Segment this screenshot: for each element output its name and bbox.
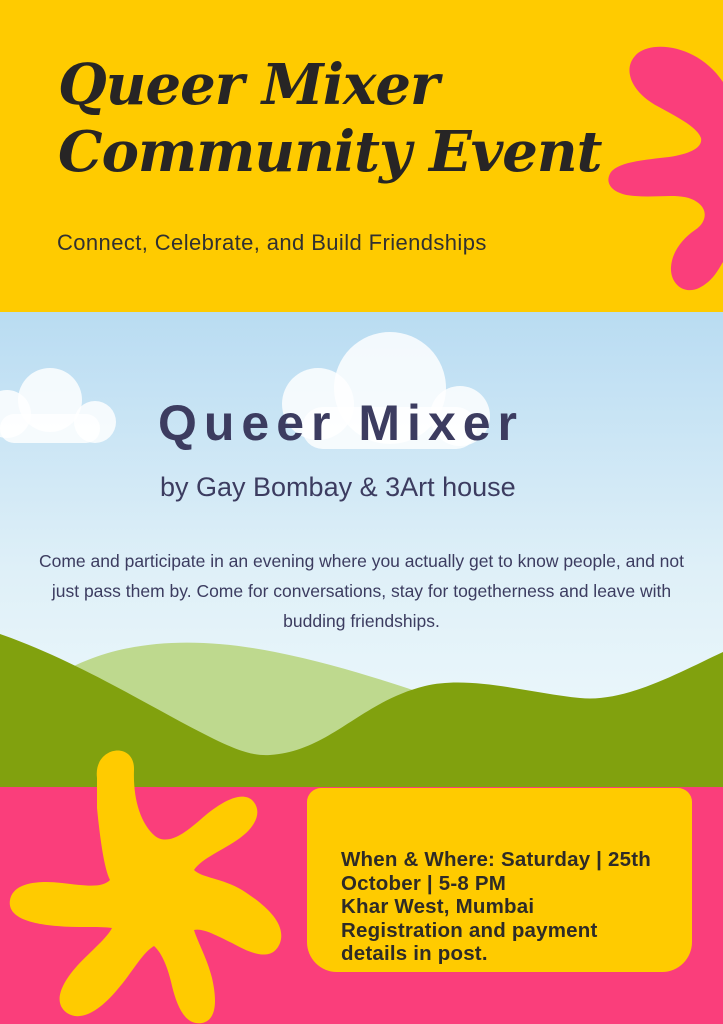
when-where-line4: Registration and payment (341, 918, 598, 942)
when-where-line2: October | 5-8 PM (341, 871, 506, 895)
cloud-left (0, 356, 142, 466)
pink-blob-shape (575, 30, 723, 300)
poster-title (58, 52, 601, 186)
when-where-line1: When & Where: Saturday | 25th (341, 848, 651, 871)
when-where-text (341, 848, 670, 966)
pink-blob-path (608, 47, 723, 290)
hero-heading: Queer Mixer (158, 395, 525, 451)
poster-title-line2: Community Event (58, 119, 602, 185)
poster-title-line1: Queer Mixer (58, 52, 439, 118)
when-where-line3: Khar West, Mumbai (341, 895, 535, 919)
when-where-line5: details in post. (341, 942, 488, 966)
hero-description-line3: budding friendships. (283, 611, 440, 631)
poster-subtitle: Connect, Celebrate, and Build Friendships (57, 230, 487, 255)
hero-description (0, 546, 723, 636)
hero-description-line1: Come and participate in an evening where you actually get to know people, and not (38, 551, 684, 571)
details-section (0, 787, 723, 1024)
hero-description-line2: just pass them by. Come for conversations, stay for togetherness and leave with (51, 581, 672, 601)
hero-section (0, 312, 723, 787)
hero-byline: by Gay Bombay & 3Art house (160, 472, 516, 502)
yellow-flower-path (10, 750, 282, 1023)
header-section (0, 0, 723, 312)
when-where-card (307, 788, 692, 972)
yellow-flower-splat (0, 743, 300, 1024)
